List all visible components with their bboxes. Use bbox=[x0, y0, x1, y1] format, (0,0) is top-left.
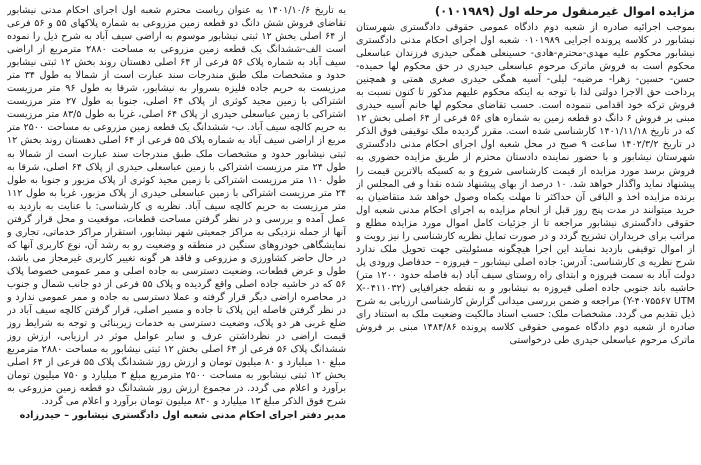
left-column bbox=[7, 4, 346, 461]
right-column bbox=[356, 4, 695, 461]
notice-columns bbox=[6, 4, 695, 461]
right-column-text: بموجب اجرائیه صادره از شعبه دوم دادگاه عمومی حقوقی دادگستری شهرستان نیشابور در کلاسه پرونده اجرایی ۰۱۰۱۹۸۹ شعبه اول اجرای احکام مدنی دادگستری نیشابور محکوم علیه مهدی-محترم-هادی- حسینعلی همگی حیدری فرزندان عباسعلی محکوم است به فروش ماترک مرحوم عباسعلی حیدری در حق محکوم لها حمیده- حسن- حسین- زهرا- مرضیه- لیلی- آسیه همگی حیدری صغری همتی و همچنین پرداخت حق الاجرا دولتی لذا با توجه به اینکه محکوم علیهم مذکور تا کنون نسبت به فروش ترکه خود اقدامی ننموده است. حسب تقاضای محکوم لها خانم آسیه حیدری مبنی بر فروش ۶ دانگ دو قطعه زمین به شماره های ۵۶ فرعی از ۶۴ اصلی بخش ۱۲ که در تاریخ ۱۴۰۱/۱۱/۱۸ کارشناسی شده است. مقرر گردیده ملک توقیفی فوق الذکر در تاریخ ۱۴۰۲/۳/۲ ساعت ۹ صبح در محل شعبه اول اجرای احکام مدنی دادگستری شهرستان نیشابور و با حضور نماینده دادستان محترم از طریق مزایده حضوری به فروش برسد مورد مزایده از قیمت کارشناسی شروع و به کسیکه بالاترین قیمت را پیشنهاد نماید واگذار خواهد شد. ۱۰ درصد از بهای پیشنهاد شده نقدا و فی المجلس از برنده مزایده اخذ و الباقی آن حداکثر تا مهلت یکماه وصول خواهد شد متقاضیان به خرید میتوانند در مدت پنج روز قبل از انجام مزایده به اجرای احکام مدنی شعبه اول حقوقی دادگستری نیشابور مراجعه تا از جزئیات کامل اموال مورد مزایده مطلع و مراتب برای خریداران تشریح گردد و در صورت تمایل نظریه کارشناسی را نیز رویت و از اموال توقیفی بازدید نمایند این اجرا هیچگونه مسئولیتی جهت تحویل ملک ندارد شرح نظریه ی کارشناسی: آدرس: جاده اصلی نیشابور – فیروزه – حدفاصل ورودی پل دولت آباد به سمت فیروزه و ابتدای راه روستای سیف آباد (به فاصله حدود ۱۲۰۰ متر) حاشیه باند جنوبی جاده اصلی فیروزه به نیشابور و به نقطه جغرافیایی (X-۰۴۱۱۰۳۲ Y-۴۰۷۵۵۶۷ UTM) مراجعه و ضمن بررسی میدانی گزارش کارشناسی ارزیابی به شرح ذیل تقدیم می گردد. مشخصات ملک: حسب اسناد مالکیت وضعیت ملک به استناد رای صادره از شعبه دوم دادگاه عمومی حقوقی کلاسه پرونده ۱۴۸۴/۸۶ مبنی بر فروش ماترک مرحوم عباسعلی حیدری طی درخواستی bbox=[356, 22, 695, 347]
left-column-text: به تاریخ ۱۴۰۱/۱۰/۶ به عنوان ریاست محترم شعبه اول اجرای احکام مدنی نیشابور تقاضای فروش شش دانگ دو قطعه زمین مزروعی به شماره پلاکهای ۵۵ و ۵۶ فرعی از ۶۴ اصلی بخش ۱۲ ثبتی نیشابور موسوم به اراضی سیف آباد به شرح ذیل را نموده است الف-ششدانگ یک قطعه زمین مزروعی به مساحت ۲۸۸۰ مترمربع از اراضی سیف آباد به شماره پلاک ۵۶ فرعی از ۶۴ اصلی دهستان روند بخش ۱۲ ثبتی نیشابور حدود و مشخصات ملک طبق مندرجات سند عبارت است از شمالا به طول ۳۴ متر مرزیست به حریم جاده فلیزه بسروار به نیشابور، شرقا به طول ۹۶ متر مرزیست اشتراکی با زمین مجید کوثری از پلاک ۶۴ اصلی، جنوبا به طول ۲۷ متر مرزیست اشتراکی با زمین عباسعلی حیدری از پلاک ۶۴ اصلی، غربا به طول ۸۳/۵ متر مرزیست به حریم کالچه سیف آباد. ب- ششدانگ یک قطعه زمین مزروعی به مساحت ۲۵۰۰ متر مربع از اراضی سیف آباد به شماره پلاک ۵۵ فرعی از ۶۴ اصلی دهستان روند بخش ۱۲ ثبتی نیشابور حدود و مشخصات ملک طبق مندرجات سند عبارت است از شمالا به طول ۲۴ متر مرزیست اشتراکی با زمین عباسعلی حیدری از پلاک ۶۴ اصلی، شرقا به طول ۱۱۰ متر مرزیست اشتراکی با زمین مجید کوثری از پلاک مزبور و جنوبا به طول ۲۴ متر مرزیست اشتراکی با زمین عباسعلی حیدری از پلاک مزبور، غربا به طول ۱۱۲ متر مرزیست به حریم کالچه سیف آباد. نظریه ی کارشناسی: با عنایت به بازدید به عمل آمده و بررسی و در نظر گرفتن مساحت قطعات، موقعیت و محل قرار گرفتن آنها از جمله نزدیکی به مراکز جمعیتی شهر نیشابور، استقرار مراکز خدماتی، تجاری و نمایشگاهی خودروهای سنگین در منطقه و وضعیت رو به رشد آن، نوع کاربری آنها که در حال حاضر کشاورزی و مزروعی و فاقد هر گونه تغییر کاربری غیرمجاز می باشد، طول و عرض قطعات، وضعیت دسترسی به جاده اصلی و ممر عمومی خصوصا پلاک ۵۶ که در حاشیه جاده اصلی واقع گردیده و پلاک ۵۵ فرعی از دو جانب شمال و جنوب در محاصره اراضی دیگر قرار گرفته و عملا دسترسی به جاده و ممر عمومی ندارد و در نظر گرفتن فاصله این پلاک تا جاده و مسیر اصلی، قرار گرفتن کالچه سیف آباد در ضلع غربی هر دو پلاک، وضعیت دسترسی به خدمات زیربنائی و توجه به شرایط روز قیمت اراضی در نظرداشتن عرف و سایر عوامل موثر در ارزیابی، ارزش روز ششدانگ پلاک ۵۶ فرعی از ۶۴ اصلی بخش ۱۲ ثبتی نیشابور به مساحت ۲۸۸۰ مترمربع مبلغ ۱۰ میلیارد و ۸۰ میلیون تومان و ارزش روز ششدانگ پلاک ۵۵ فرعی از ۶۴ اصلی بخش ۱۲ ثبتی نیشابور به مساحت ۲۵۰۰ مترمربع مبلغ ۳ میلیارد و ۷۵۰ میلیون تومان برآورد و اعلام می گردد. در مجموع ارزش روز ششدانگ دو قطعه زمین مزروعی به شرح فوق الذکر مبلغ ۱۳ میلیارد و ۸۳۰ میلیون تومان برآورد و اعلام می گردد. bbox=[7, 5, 346, 408]
notice-title: مزایده اموال غیرمنقول مرحله اول (۰۱۰۱۹۸۹) bbox=[434, 4, 695, 18]
signature: مدیر دفتر اجرای احکام مدنی شعبه اول دادگستری نیشابور – حیدرزاده bbox=[19, 410, 346, 422]
